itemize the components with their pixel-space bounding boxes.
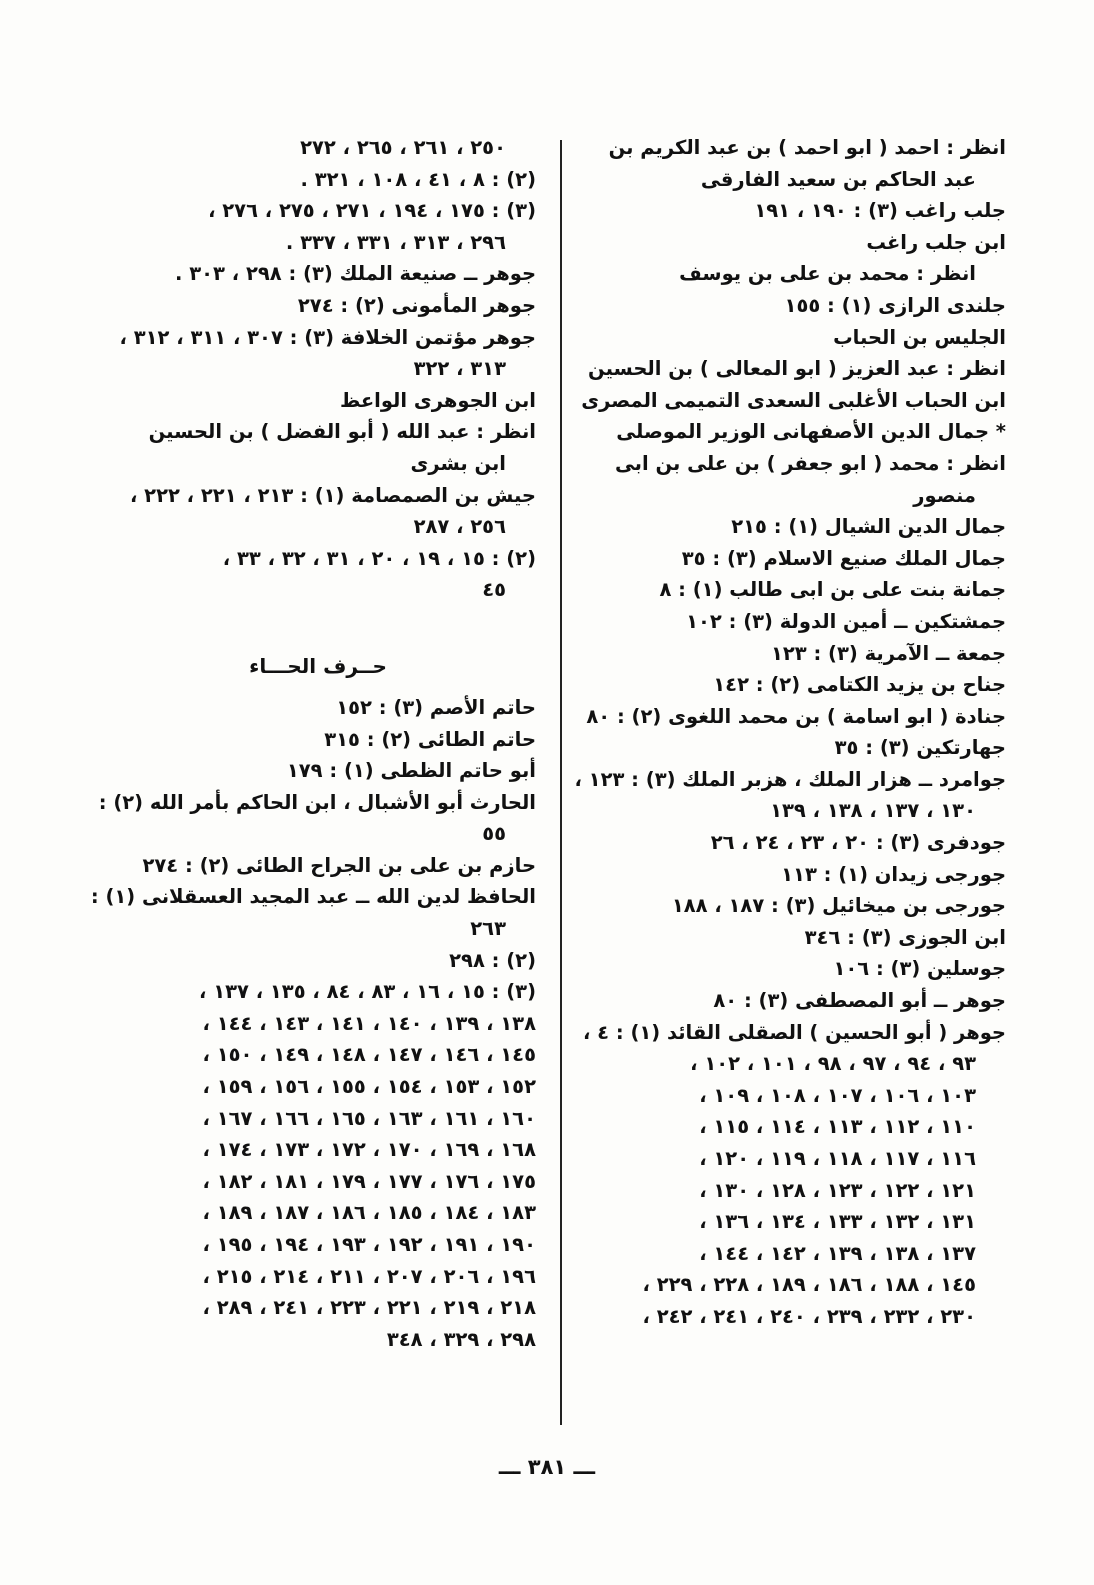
index-line: عبد الحاكم بن سعيد الفارقى xyxy=(700,167,976,191)
index-line: حازم بن على بن الجراح الطائى (٢) : ٢٧٤ xyxy=(142,853,536,877)
index-line: (٢) : ٢٩٨ xyxy=(449,948,536,972)
index-line: ٩٣ ، ٩٤ ، ٩٧ ، ٩٨ ، ١٠١ ، ١٠٢ ، xyxy=(690,1052,976,1076)
index-line: ١٩٠ ، ١٩١ ، ١٩٢ ، ١٩٣ ، ١٩٤ ، ١٩٥ ، xyxy=(202,1233,536,1256)
index-line: منصور xyxy=(913,483,976,507)
index-line: جنادة ( ابو اسامة ) بن محمد اللغوى (٢) : ٨٠ xyxy=(586,704,1006,728)
index-line: (٢) : ١٥ ، ١٩ ، ٢٠ ، ٣١ ، ٣٢ ، ٣٣ ، xyxy=(222,546,536,570)
index-line: ١٠٣ ، ١٠٦ ، ١٠٧ ، ١٠٨ ، ١٠٩ ، xyxy=(699,1083,976,1107)
index-line: جمعة ــ الآمرية (٣) : ١٢٣ xyxy=(770,641,1006,665)
index-line: جهارتكين (٣) : ٣٥ xyxy=(834,736,1006,760)
index-line: انظر : عبد الله ( أبو الفضل ) بن الحسين xyxy=(148,420,536,444)
index-line: ١٣٨ ، ١٣٩ ، ١٤٠ ، ١٤١ ، ١٤٣ ، ١٤٤ ، xyxy=(202,1011,536,1035)
index-line: ٢٥٠ ، ٢٦١ ، ٢٦٥ ، ٢٧٢ xyxy=(300,136,506,159)
index-line: جوهر ــ أبو المصطفى (٣) : ٨٠ xyxy=(713,989,1006,1013)
index-line: جوامرد ــ هزار الملك ، هزبر الملك (٣) : ١٢٣ ، xyxy=(574,767,1006,791)
index-line: جيش بن الصمصامة (١) : ٢١٣ ، ٢٢١ ، ٢٢٢ ، xyxy=(129,483,536,507)
index-line: ابن جلب راغب xyxy=(866,230,1006,254)
index-line: ١١٦ ، ١١٧ ، ١١٨ ، ١١٩ ، ١٢٠ ، xyxy=(699,1147,976,1170)
index-line: ١٢١ ، ١٢٢ ، ١٢٣ ، ١٢٨ ، ١٣٠ ، xyxy=(699,1178,976,1202)
index-line: انظر : عبد العزيز ( ابو المعالى ) بن الحسين xyxy=(588,357,1006,381)
index-line: انظر : احمد ( ابو احمد ) بن عبد الكريم بن xyxy=(608,136,1006,159)
index-line: جورجى بن ميخائيل (٣) : ١٨٧ ، ١٨٨ xyxy=(671,894,1006,918)
index-line: أبو حاتم الظطى (١) : ١٧٩ xyxy=(286,759,536,783)
index-line: انظر : محمد ( ابو جعفر ) بن على بن ابى xyxy=(614,451,1006,475)
index-line: (٢) : ٨ ، ٤١ ، ١٠٨ ، ٣٢١ . xyxy=(300,167,536,191)
index-line: جوسلين (٣) : ١٠٦ xyxy=(833,957,1006,981)
index-line: (٣) : ١٥ ، ١٦ ، ٨٣ ، ٨٤ ، ١٣٥ ، ١٣٧ ، xyxy=(198,980,536,1004)
index-line: (٣) : ١٧٥ ، ١٩٤ ، ٢٧١ ، ٢٧٥ ، ٢٧٦ ، xyxy=(208,199,536,223)
spacer xyxy=(100,606,536,628)
column-divider xyxy=(560,140,562,1425)
index-line: ١٣٠ ، ١٣٧ ، ١٣٨ ، ١٣٩ xyxy=(770,799,976,823)
index-line: ١٩٦ ، ٢٠٦ ، ٢٠٧ ، ٢١١ ، ٢١٤ ، ٢١٥ ، xyxy=(202,1264,536,1288)
index-line: ١٣١ ، ١٣٢ ، ١٣٣ ، ١٣٤ ، ١٣٦ ، xyxy=(699,1210,976,1234)
index-line: ٢٩٨ ، ٣٢٩ ، ٣٤٨ xyxy=(386,1327,536,1351)
index-line: جلب راغب (٣) : ١٩٠ ، ١٩١ xyxy=(754,199,1006,223)
index-line: ١٣٧ ، ١٣٨ ، ١٣٩ ، ١٤٢ ، ١٤٤ ، xyxy=(699,1241,976,1265)
index-line: ١٤٥ ، ١٤٦ ، ١٤٧ ، ١٤٨ ، ١٤٩ ، ١٥٠ ، xyxy=(202,1043,536,1067)
index-line: ابن الجوزى (٣) : ٣٤٦ xyxy=(804,925,1006,949)
index-line: جناح بن يزيد الكتامى (٢) : ١٤٢ xyxy=(713,673,1006,697)
index-line: جمال الدين الشيال (١) : ٢١٥ xyxy=(731,515,1006,539)
index-line: حاتم الطائى (٢) : ٣١٥ xyxy=(324,727,536,751)
index-line: جوهر المأمونى (٢) : ٢٧٤ xyxy=(297,293,536,317)
index-line: جمال الملك صنيع الاسلام (٣) : ٣٥ xyxy=(681,546,1006,570)
index-line: ٣١٣ ، ٣٢٢ xyxy=(413,357,506,381)
index-line: ١٥٢ ، ١٥٣ ، ١٥٤ ، ١٥٥ ، ١٥٦ ، ١٥٩ ، xyxy=(202,1075,536,1099)
index-line: جورجى زيدان (١) : ١١٣ xyxy=(781,862,1006,886)
index-line: جوهر مؤتمن الخلافة (٣) : ٣٠٧ ، ٣١١ ، ٣١٢ ، xyxy=(119,325,536,349)
index-column-left xyxy=(90,132,536,1355)
index-line: ١٧٥ ، ١٧٦ ، ١٧٧ ، ١٧٩ ، ١٨١ ، ١٨٢ ، xyxy=(202,1169,536,1193)
index-line: جوهر ( أبو الحسين ) الصقلى القائد (١) : ٤ ، xyxy=(582,1020,1006,1044)
index-line: الحارث أبو الأشبال ، ابن الحاكم بأمر الله (٢) : xyxy=(98,790,536,814)
index-line: ابن الحباب الأغلبى السعدى التميمى المصرى xyxy=(581,388,1006,412)
index-line: جودفرى (٣) : ٢٠ ، ٢٣ ، ٢٤ ، ٢٦ xyxy=(710,831,1006,855)
index-line: جوهر ــ صنيعة الملك (٣) : ٢٩٨ ، ٣٠٣ . xyxy=(175,262,536,286)
index-line: جمانة بنت على بن ابى طالب (١) : ٨ xyxy=(659,578,1006,602)
index-line: حاتم الأصم (٣) : ١٥٢ xyxy=(336,695,536,719)
index-line: ٢٣٠ ، ٢٣٢ ، ٢٣٩ ، ٢٤٠ ، ٢٤١ ، ٢٤٢ ، xyxy=(642,1304,976,1328)
index-line: انظر : محمد بن على بن يوسف xyxy=(679,262,976,286)
index-line: الجليس بن الحباب xyxy=(833,325,1006,349)
index-line: ١١٠ ، ١١٢ ، ١١٣ ، ١١٤ ، ١١٥ ، xyxy=(699,1115,976,1139)
index-line: ٥٥ xyxy=(482,822,506,846)
index-line: الحافظ لدين الله ــ عبد المجيد العسقلانى (١) : xyxy=(90,885,536,909)
index-line: ٢٥٦ ، ٢٨٧ xyxy=(413,515,506,539)
index-line: ابن بشرى xyxy=(410,451,506,475)
index-line: ١٨٣ ، ١٨٤ ، ١٨٥ ، ١٨٦ ، ١٨٧ ، ١٨٩ ، xyxy=(202,1201,536,1225)
index-line: ٤٥ xyxy=(482,578,506,602)
index-line: ١٦٠ ، ١٦١ ، ١٦٣ ، ١٦٥ ، ١٦٦ ، ١٦٧ ، xyxy=(202,1106,536,1130)
index-line: ١٦٨ ، ١٦٩ ، ١٧٠ ، ١٧٢ ، ١٧٣ ، ١٧٤ ، xyxy=(202,1138,536,1162)
index-line: ٢٩٦ ، ٣١٣ ، ٣٣١ ، ٣٣٧ . xyxy=(285,230,506,254)
section-heading: حــرف الحـــاء xyxy=(249,653,387,678)
index-line: ٢٦٣ xyxy=(470,917,506,941)
index-line: جلندى الرازى (١) : ١٥٥ xyxy=(784,293,1006,317)
index-line: جمشتكين ــ أمين الدولة (٣) : ١٠٢ xyxy=(686,609,1006,633)
page-number: ـــ ٣٨١ ـــ xyxy=(498,1455,596,1479)
index-line: * جمال الدين الأصفهانى الوزير الموصلى xyxy=(616,420,1006,444)
index-column-right xyxy=(570,132,1006,1333)
index-line: ١٤٥ ، ١٨٨ ، ١٨٦ ، ١٨٩ ، ٢٢٨ ، ٢٢٩ ، xyxy=(642,1273,976,1297)
index-line: ابن الجوهرى الواعظ xyxy=(339,388,536,412)
index-line: ٢١٨ ، ٢١٩ ، ٢٢١ ، ٢٢٣ ، ٢٤١ ، ٢٨٩ ، xyxy=(202,1296,536,1320)
